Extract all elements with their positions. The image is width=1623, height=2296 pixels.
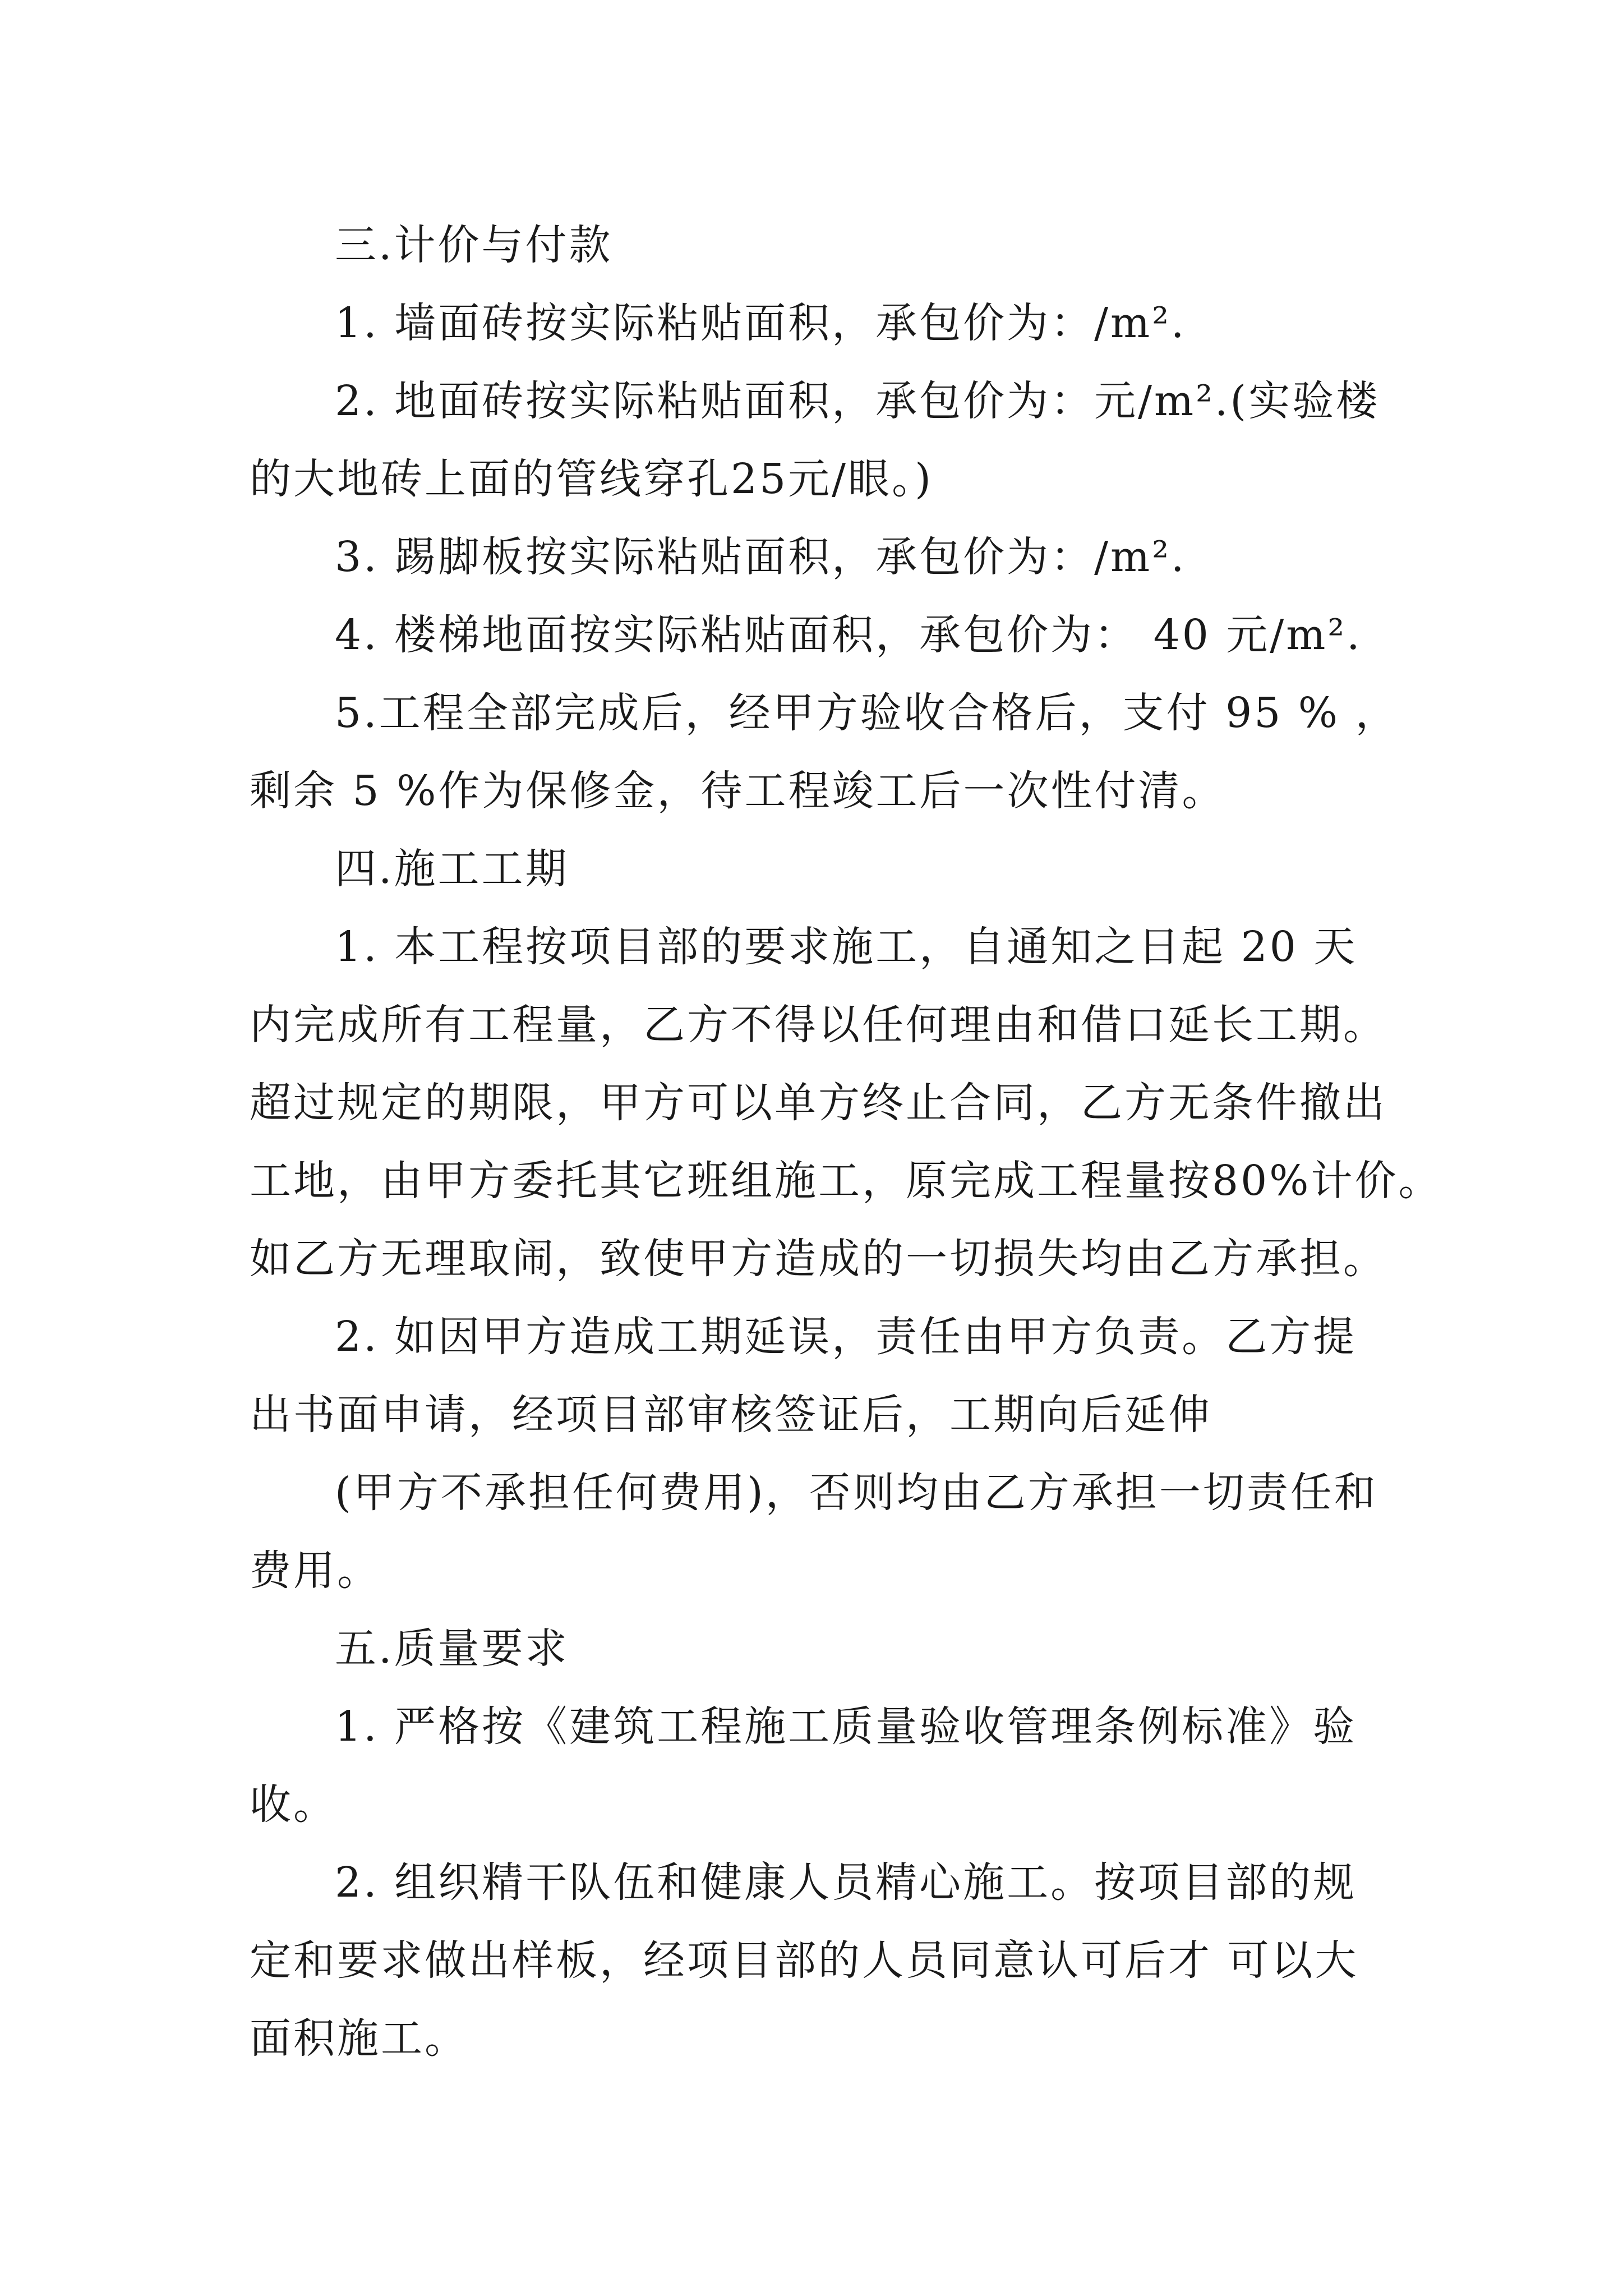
- paragraph-line: 费用。: [250, 1547, 381, 1595]
- paragraph-line: 面积施工。: [250, 2014, 468, 2063]
- paragraph-line: 收。: [250, 1780, 337, 1829]
- paragraph-line: 如乙方无理取闹，致使甲方造成的一切损失均由乙方承担。: [250, 1235, 1387, 1283]
- paragraph-line: 2. 如因甲方造成工期延误，责任由甲方负责。乙方提: [335, 1313, 1357, 1361]
- paragraph-line: 出书面申请，经项目部审核签证后，工期向后延伸: [250, 1391, 1212, 1439]
- document-body: [250, 206, 1442, 2078]
- section-heading-quality: 五.质量要求: [335, 1625, 569, 1673]
- paragraph-line: 4. 楼梯地面按实际粘贴面积，承包价为： 40 元/m².: [335, 611, 1362, 659]
- paragraph-line: 5.工程全部完成后，经甲方验收合格后，支付 95 % ，: [335, 689, 1399, 737]
- paragraph-line: 剩余 5 %作为保修金，待工程竣工后一次性付清。: [250, 767, 1226, 815]
- paragraph-line: 1. 严格按《建筑工程施工质量验收管理条例标准》验: [335, 1703, 1357, 1751]
- paragraph-line: 1. 墙面砖按实际粘贴面积，承包价为：/m².: [335, 299, 1187, 347]
- paragraph-line: 2. 组织精干队伍和健康人员精心施工。按项目部的规: [335, 1858, 1357, 1907]
- paragraph-line: 超过规定的期限，甲方可以单方终止合同，乙方无条件撤出: [250, 1079, 1387, 1127]
- paragraph-line: 3. 踢脚板按实际粘贴面积，承包价为：/m².: [335, 533, 1187, 581]
- paragraph-line: 工地，由甲方委托其它班组施工，原完成工程量按80%计价。: [250, 1157, 1442, 1205]
- section-heading-pricing: 三.计价与付款: [335, 221, 613, 269]
- section-heading-schedule: 四.施工工期: [335, 845, 569, 893]
- paragraph-line: (甲方不承担任何费用)，否则均由乙方承担一切责任和: [335, 1469, 1378, 1517]
- paragraph-line: 2. 地面砖按实际粘贴面积，承包价为：元/m².(实验楼: [335, 377, 1380, 425]
- paragraph-line: 定和要求做出样板，经项目部的人员同意认可后才 可以大: [250, 1936, 1359, 1985]
- paragraph-line: 1. 本工程按项目部的要求施工，自通知之日起 20 天: [335, 923, 1358, 971]
- paragraph-line: 内完成所有工程量，乙方不得以任何理由和借口延长工期。: [250, 1001, 1387, 1049]
- paragraph-line: 的大地砖上面的管线穿孔25元/眼。): [250, 455, 933, 503]
